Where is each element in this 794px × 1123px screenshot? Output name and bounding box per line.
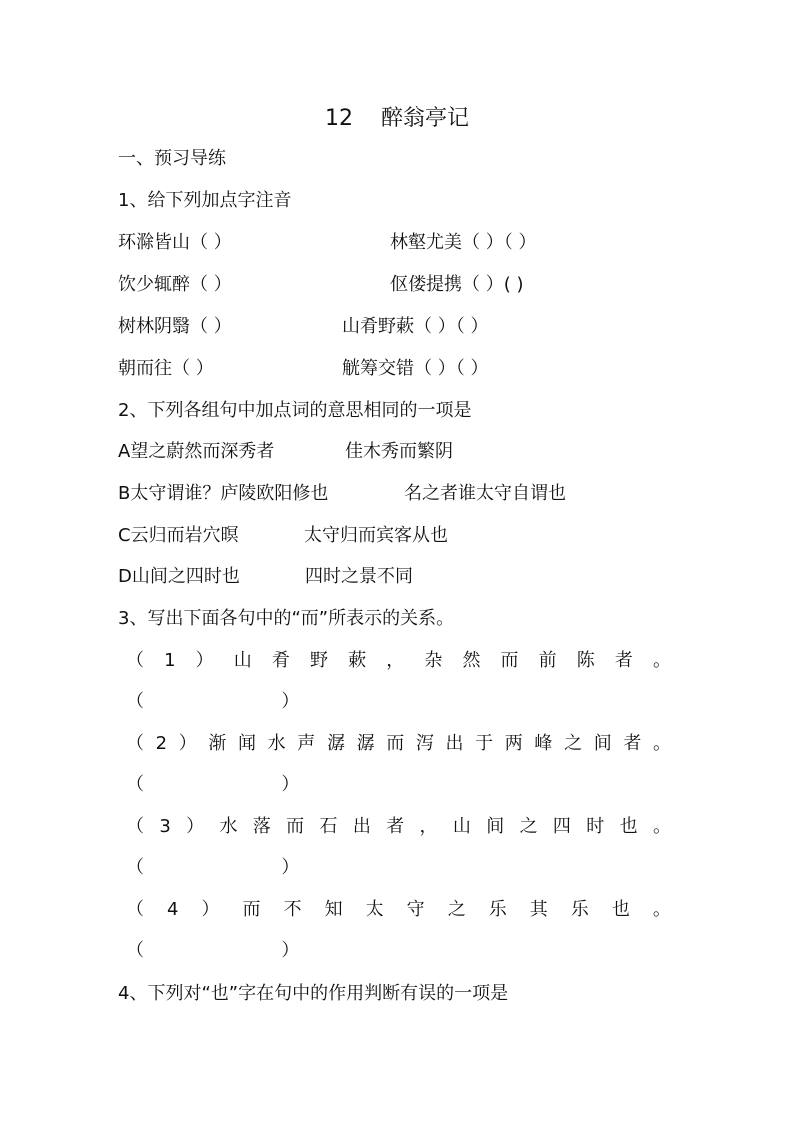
question-4-prompt: 4、下列对“也”字在句中的作用判断有误的一项是 <box>118 983 509 1004</box>
q2-option-d-left: D山间之四时也 <box>118 566 240 587</box>
q1-item: 树林阴翳（ ） <box>118 316 232 337</box>
answer-blank: （ ） <box>126 940 300 961</box>
question-1-prompt: 1、给下列加点字注音 <box>118 190 292 211</box>
q2-option-b-right: 名之者谁太守自谓也 <box>404 483 566 504</box>
q1-item: 山肴野蔌（ ）（ ） <box>342 316 489 337</box>
section-heading: 一、预习导练 <box>118 148 226 169</box>
q2-option-c-right: 太守归而宾客从也 <box>304 525 448 546</box>
q1-item: 朝而往（ ） <box>118 358 214 379</box>
q3-sentence-4: （ 4 ） 而 不 知 太 守 之 乐 其 乐 也 。 <box>126 899 671 920</box>
page-title: 12 醉翁亭记 <box>325 106 469 131</box>
question-2-prompt: 2、下列各组句中加点词的意思相同的一项是 <box>118 400 472 421</box>
q1-item: 觥筹交错（ ）（ ） <box>342 358 489 379</box>
q2-option-c-left: C云归而岩穴暝 <box>118 525 239 546</box>
q1-item: 林壑尤美（ ）（ ） <box>390 232 537 253</box>
question-3-prompt: 3、写出下面各句中的“而”所表示的关系。 <box>118 608 455 629</box>
q2-option-a-left: A望之蔚然而深秀者 <box>118 441 275 462</box>
answer-blank: （ ） <box>126 774 300 795</box>
q2-option-b-left: B太守谓谁？庐陵欧阳修也 <box>118 483 329 504</box>
q1-item: 环滁皆山（ ） <box>118 232 232 253</box>
q1-item: 伛偻提携（ ）( ) <box>390 274 524 295</box>
q2-option-a-right: 佳木秀而繁阴 <box>345 441 453 462</box>
answer-blank: （ ） <box>126 857 300 878</box>
q1-item: 饮少辄醉（ ） <box>118 274 232 295</box>
answer-blank: （ ） <box>126 691 300 712</box>
q3-sentence-3: （ 3 ） 水 落 而 石 出 者 ， 山 间 之 四 时 也 。 <box>126 816 671 837</box>
q2-option-d-right: 四时之景不同 <box>305 566 413 587</box>
q3-sentence-2: （ 2 ） 渐 闻 水 声 潺 潺 而 泻 出 于 两 峰 之 间 者 。 <box>126 733 671 754</box>
q3-sentence-1: （ 1 ） 山 肴 野 蔌 ， 杂 然 而 前 陈 者 。 <box>126 650 671 671</box>
